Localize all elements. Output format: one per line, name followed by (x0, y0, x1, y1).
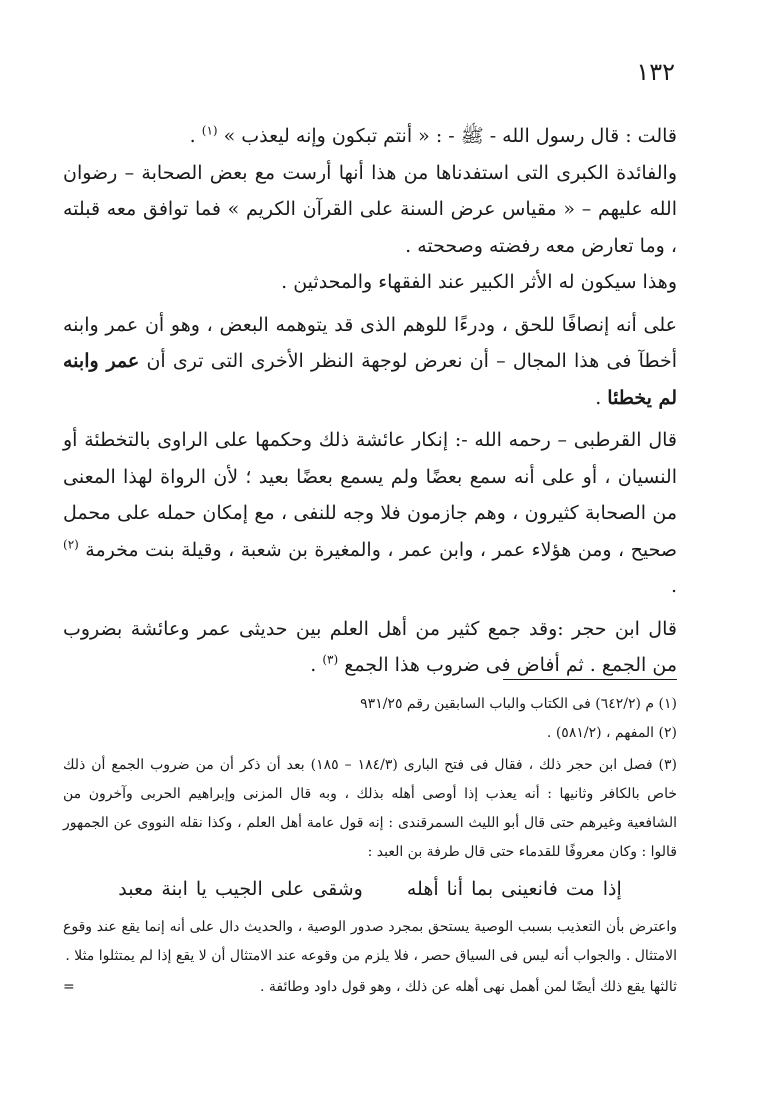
paragraph-5 (63, 422, 677, 605)
footnote-ref-2[interactable]: (٢) (63, 537, 79, 552)
footnote-ref-3[interactable]: (٣) (322, 652, 339, 667)
footnote-3-last-line (63, 973, 677, 1002)
paragraph-1-end: . (189, 125, 202, 147)
paragraph-1-text: قالت : قال رسول الله - ﷺ - : « أنتم تبكون وإنه ليعذب » (217, 125, 677, 147)
paragraph-6-end: . (310, 654, 323, 676)
paragraph-6-text: قال ابن حجر :وقد جمع كثير من أهل العلم بين حديثى عمر وعائشة بضروب من الجمع . ثم أفاض فى ضروب هذا الجمع (63, 617, 677, 676)
verse-second-hemistich: وشقى على الجيب يا ابنة معبد (118, 878, 363, 900)
paragraph-5-end: . (670, 575, 677, 597)
paragraph-5-text: قال القرطبى – رحمه الله -: إنكار عائشة ذلك وحكمها على الراوى بالتخطئة أو النسيان ، أو على أنه سمع بعضًا ولم يسمع بعضًا بعيد ؛ لأن الرواة لهذا المعنى من الصحابة كثيرون ، وهم جازمون فلا وجه للنفى ، مع إمكان حمله على محمل صحيح ، ومن هؤلاء عمر ، وابن عمر ، والمغيرة بن شعبة ، وقيلة بنت مخرمة (63, 429, 677, 561)
footnote-2: (٢) المفهم ، (٥٨١/٢) . (546, 725, 677, 741)
poetry-verse (63, 871, 677, 907)
paragraph-1 (63, 118, 677, 155)
paragraph-6 (63, 611, 677, 684)
footnote-1: (١) م (٦٤٢/٢) فى الكتاب والباب السابقين رقم ٩٣١/٢٥ (360, 696, 677, 712)
continuation-mark: = (63, 979, 75, 995)
paragraph-3: وهذا سيكون له الأثر الكبير عند الفقهاء والمحدثين . (281, 271, 677, 293)
footnote-3-continuation: واعترض بأن التعذيب بسبب الوصية يستحق بمجرد صدور الوصية ، والحديث دال على أنه إنما يقع عند وقوع الامتثال . والجواب أنه ليس فى السياق حصر ، فلا يلزم من وقوعه عند الامتثال أن لا يقع إذا لم يمتثلوا مثلا . (63, 919, 677, 964)
footnote-ref-1[interactable]: (١) (201, 123, 218, 138)
paragraph-4 (63, 307, 677, 417)
paragraph-4-bold: عمر وابنه لم يخطئا (63, 350, 677, 409)
main-text (63, 118, 677, 684)
paragraph-2: والفائدة الكبرى التى استفدناها من هذا أنها أرست مع بعض الصحابة – رضوان الله عليهم – « مقياس عرض السنة على القرآن الكريم » فما توافق معه قبلته ، وما تعارض معه رفضته وصححته . (63, 161, 677, 257)
footnote-3: (٣) فصل ابن حجر ذلك ، فقال فى فتح البارى (١٨٤/٣ – ١٨٥) بعد أن ذكر أن من ضروب الجمع أن ذلك خاص بالكافر وثانيها : أنه يعذب إذا أوصى أهله بذلك ، وبه قال المزنى وإبراهيم الحربى وآخرون من الشافعية وغيرهم حتى قال أبو الليث السمرقندى : إنه قول عامة أهل العلم ، وكذا نقله النووى عن الجمهور قالوا : وكان معروفًا للقدماء حتى قال طرفة بن العبد : (63, 757, 677, 860)
page-number: ١٣٢ (636, 58, 675, 86)
footnotes (63, 690, 677, 1002)
verse-first-hemistich: إذا مت فانعينى بما أنا أهله (406, 878, 622, 900)
paragraph-4-text: على أنه إنصافًا للحق ، ودرءًا للوهم الذى قد يتوهمه البعض ، وهو أن عمر وابنه أخطآ فى هذا المجال – أن نعرض لوجهة النظر الأخرى التى ترى أن (63, 313, 678, 372)
footnote-3-final-text: ثالثها يقع ذلك أيضًا لمن أهمل نهى أهله عن ذلك ، وهو قول داود وطائفة . (260, 979, 677, 995)
paragraph-4-end: . (595, 386, 608, 409)
footnote-divider (503, 679, 677, 680)
